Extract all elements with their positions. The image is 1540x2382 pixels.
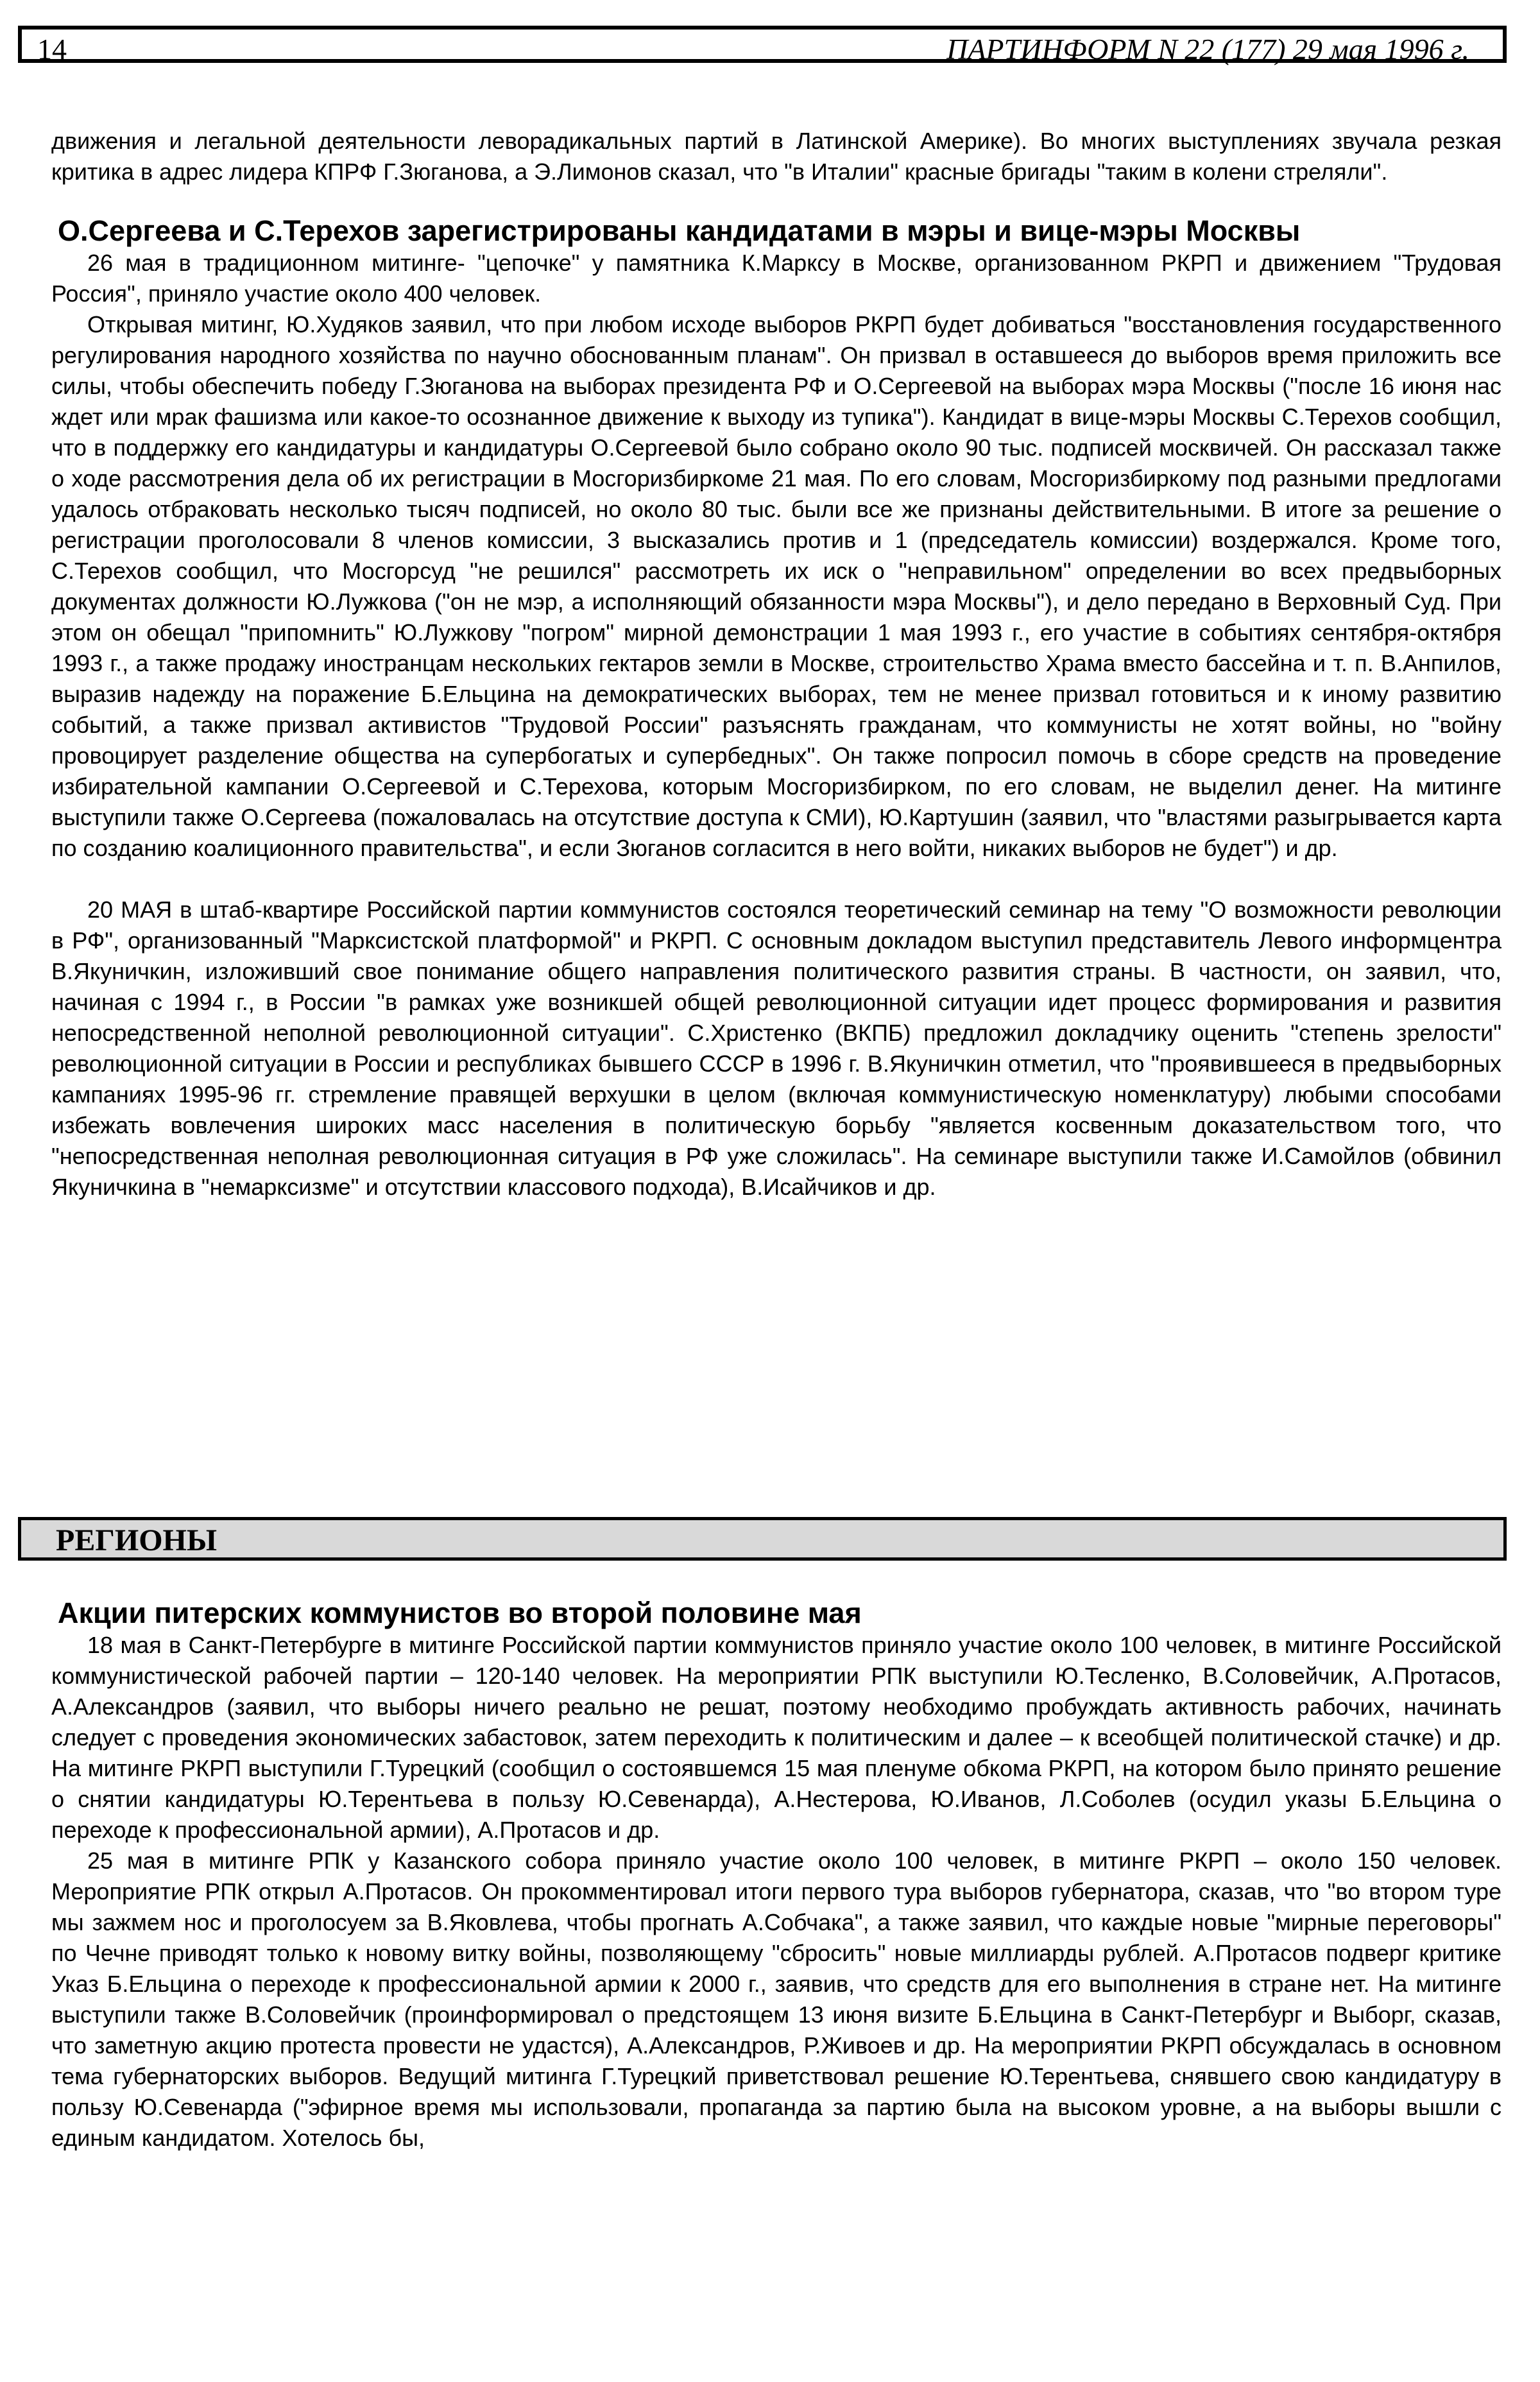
page-number: 14 <box>37 33 67 65</box>
section-title: РЕГИОНЫ <box>56 1523 218 1557</box>
article-paragraph: 26 мая в традиционном митинге- "цепочке" у памятника К.Марксу в Москве, организованном РКРП и движением "Трудовая Россия", приняло участие около 400 человек. <box>51 250 1502 307</box>
article-paragraph: 20 МАЯ в штаб-квартире Российской партии коммунистов состоялся теоретический семинар на тему "О возможности революции в РФ", организованный "Марксистской платформой" и РКРП. С основным докладом выступил представитель Левого информцентра В.Якуничкин, изложивший свое понимание общего направления политического развития страны. В частности, он заявил, что, начиная с 1994 г., в России "в рамках уже возникшей общей революционной ситуации идет процесс формирования и развития непосредственной неполной революционной ситуации". С.Христенко (ВКПБ) предложил докладчику оценить "степень зрелости" революционной ситуации в России и республиках бывшего СССР в 1996 г. В.Якуничкин отметил, что "проявившееся в предвыборных кампаниях 1995-96 гг. стремление правящей верхушки в целом (включая коммунистическую номенклатуру) любыми способами избежать вовлечения широких масс населения в политическую борьбу "является косвенным доказательством того, что "непосредственная неполная революционная ситуация в РФ уже сложилась". На семинаре выступили также И.Самойлов (обвинил Якуничкина в "немарксизме" и отсутствии классового подхода), В.Исайчиков и др. <box>51 896 1502 1200</box>
article-title: О.Сергеева и С.Терехов зарегистрированы кандидатами в мэры и вице-мэры Москвы <box>58 214 1301 247</box>
publication-title: ПАРТИНФОРМ N 22 (177) 29 мая 1996 г. <box>946 33 1469 65</box>
intro-paragraph: движения и легальной деятельности леворадикальных партий в Латинской Америке). Во многих выступлениях звучала резкая критика в адрес лидера КПРФ Г.Зюганова, а Э.Лимонов сказал, что "в Италии" красные бригады "таким в колени стреляли". <box>51 128 1502 185</box>
article-title: Акции питерских коммунистов во второй половине мая <box>58 1597 862 1629</box>
section-header <box>18 1517 1507 1561</box>
article-paragraph: Открывая митинг, Ю.Худяков заявил, что при любом исходе выборов РКРП будет добиваться "восстановления государственного регулирования народного хозяйства по научно обоснованным планам". Он призвал в оставшееся до выборов время приложить все силы, чтобы обеспечить победу Г.Зюганова на выборах президента РФ и О.Сергеевой на выборах мэра Москвы ("после 16 июня нас ждет или мрак фашизма или какое-то осознанное движение к выходу из тупика"). Кандидат в вице-мэры Москвы С.Терехов сообщил, что в поддержку его кандидатуры и кандидатуры О.Сергеевой было собрано около 90 тыс. подписей москвичей. Он рассказал также о ходе рассмотрения дела об их регистрации в Мосгоризбиркоме 21 мая. По его словам, Мосгоризбиркому под разными предлогами удалось отбраковать несколько тысяч подписей, но около 80 тыс. были все же признаны действительными. В итоге за решение о регистрации проголосовали 8 членов комиссии, 3 высказались против и 1 (председатель комиссии) воздержался. Кроме того, С.Терехов сообщил, что Мосгорсуд "не решился" рассмотреть их иск о "неправильном" определении во всех предвыборных документах должности Ю.Лужкова ("он не мэр, а исполняющий обязанности мэра Москвы"), и дело передано в Верховный Суд. При этом он обещал "припомнить" Ю.Лужкову "погром" мирной демонстрации 1 мая 1993 г., его участие в событиях сентября-октября 1993 г., а также продажу иностранцам нескольких гектаров земли в Москве, строительство Храма вместо бассейна и т. п. В.Анпилов, выразив надежду на поражение Б.Ельцина на демократических выборах, тем не менее призвал готовиться и к иному развитию событий, а также призвал активистов "Трудовой России" разъяснять гражданам, что коммунисты не хотят войны, но "войну провоцирует разделение общества на супербогатых и супербедных". Он также попросил помочь в сборе средств на проведение избирательной кампании О.Сергеевой и С.Терехова, которым Мосгоризбирком, по его словам, не выделил денег. На митинге выступили также О.Сергеева (пожаловалась на отсутствие доступа к СМИ), Ю.Картушин (заявил, что "властями разыгрывается карта по созданию коалиционного правительства", и если Зюганов согласится в него войти, никаких выборов не будет") и др. <box>51 311 1502 861</box>
regions-content <box>51 1597 1502 2154</box>
main-content <box>51 126 1502 1203</box>
page-header <box>18 26 1507 63</box>
article-paragraph: 18 мая в Санкт-Петербурге в митинге Российской партии коммунистов приняло участие около 100 человек, в митинге Российской коммунистической рабочей партии – 120-140 человек. На мероприятии РПК выступили Ю.Тесленко, В.Соловейчик, А.Протасов, А.Александров (заявил, что выборы ничего реально не решат, поэтому необходимо пробуждать активность рабочих, начинать следует с проведения экономических забастовок, затем переходить к политическим и далее – к всеобщей политической стачке) и др. На митинге РКРП выступили Г.Турецкий (сообщил о состоявшемся 15 мая пленуме обкома РКРП, на котором было принято решение о снятии кандидатуры Ю.Терентьева в пользу Ю.Севенарда), А.Нестерова, Ю.Иванов, Л.Соболев (осудил указы Б.Ельцина о переходе к профессиональной армии), А.Протасов и др. <box>51 1632 1502 1843</box>
article-paragraph: 25 мая в митинге РПК у Казанского собора приняло участие около 100 человек, в митинге РКРП – около 150 человек. Мероприятие РПК открыл А.Протасов. Он прокомментировал итоги первого тура выборов губернатора, сказав, что "во втором туре мы зажмем нос и проголосуем за В.Яковлева, чтобы прогнать А.Собчака", а также заявил, что каждые новые "мирные переговоры" по Чечне приводят только к новому витку войны, позволяющему "сбросить" новые миллиарды рублей. А.Протасов подверг критике Указ Б.Ельцина о переходе к профессиональной армии к 2000 г., заявив, что средств для его выполнения в стране нет. На митинге выступили также В.Соловейчик (проинформировал о предстоящем 13 июня визите Б.Ельцина в Санкт-Петербург и Выборг, сказав, что заметную акцию протеста провести не удастся), А.Александров, Р.Живоев и др. На мероприятии РКРП обсуждалась в основном тема губернаторских выборов. Ведущий митинга Г.Турецкий приветствовал решение Ю.Терентьева, снявшего свою кандидатуру в пользу Ю.Севенарда ("эфирное время мы использовали, пропаганда за партию была на высоком уровне, а на выборы вышли с единым кандидатом. Хотелось бы, <box>51 1847 1502 2151</box>
